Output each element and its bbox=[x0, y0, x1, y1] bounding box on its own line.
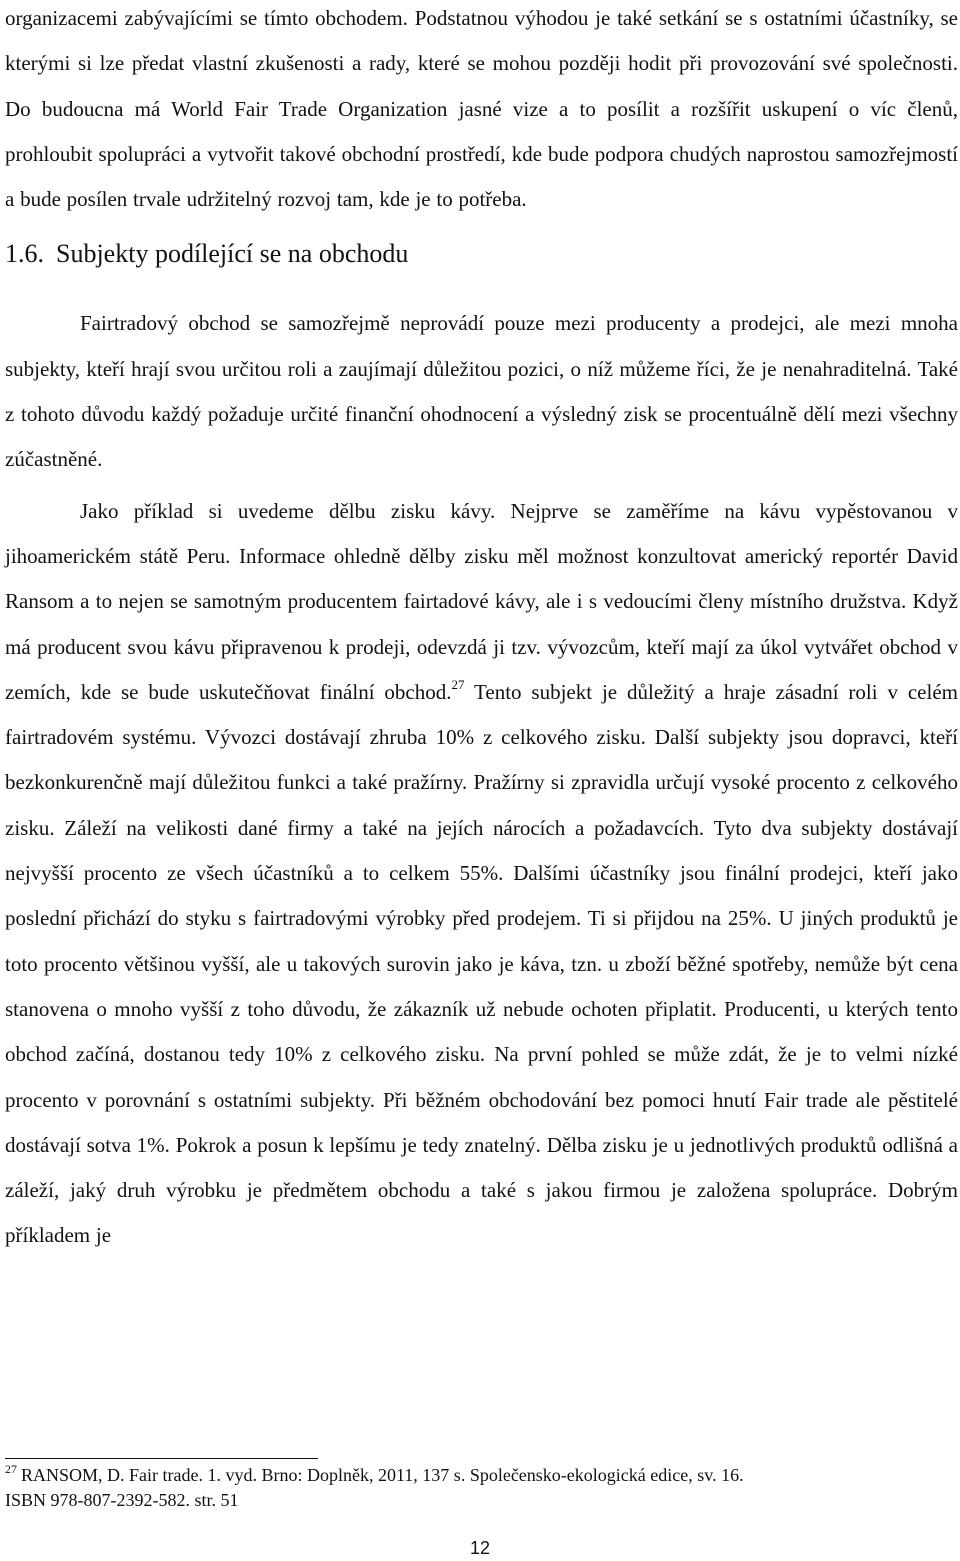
section-title: Subjekty podílející se na obchodu bbox=[56, 239, 409, 269]
footnote-isbn: ISBN 978-807-2392-582. str. 51 bbox=[5, 1490, 239, 1510]
paragraph-text-part-1: Jako příklad si uvedeme dělbu zisku kávy. Nejprve se zaměříme na kávu vypěstovanou v jihoamerickém státě Peru. Informace ohledně dělby zisku měl možnost konzultovat americký reportér David Ransom a to nejen se samotným producentem fairtadové kávy, ale i s vedoucími členy místního družstva. Když má producent svou kávu připravenou k prodeji, odevzdá ji tzv. vývozcům, kteří mají za úkol vytvářet obchod v zemích, kde se bude uskutečňovat finální obchod. bbox=[5, 498, 958, 704]
footnote-separator bbox=[5, 1458, 318, 1459]
section-number: 1.6. bbox=[5, 239, 44, 269]
page-number: 12 bbox=[469, 1538, 491, 1558]
paragraph-profit-division bbox=[5, 489, 958, 1259]
paragraph-fairtrade-subjects: Fairtradový obchod se samozřejmě neprovádí pouze mezi producenty a prodejci, ale mezi mnoha subjekty, kteří hrají svou určitou roli a zaujímají důležitou pozici, o níž můžeme říci, že je nenahraditelná. Také z tohoto důvodu každý požaduje určité finanční ohodnocení a výsledný zisk se procentuálně dělí mezi všechny zúčastněné. bbox=[5, 311, 958, 472]
footnote-marker: 27 bbox=[5, 1462, 17, 1476]
paragraph-text-part-2: Tento subjekt je důležitý a hraje zásadní roli v celém fairtradovém systému. Vývozci dostávají zhruba 10% z celkového zisku. Další subjekty jsou dopravci, kteří bezkonkurenčně mají důležitou funkci a také pražírny. Pražírny si zpravidla určují vysoké procento z celkového zisku. Záleží na velikosti dané firmy a také na jejích nárocích a požadavcích. Tyto dva subjekty dostávají nejvyšší procento ze všech účastníků a to celkem 55%. Dalšími účastníky jsou finální prodejci, kteří jako poslední přichází do styku s fairtradovými výrobky před prodejem. Ti si přijdou na 25%. U jiných produktů je toto procento většinou vyšší, ale u takových surovin jako je káva, tzn. u zboží běžné spotřeby, nemůže být cena stanovena o mnoho vyšší z toho důvodu, že zákazník už nebude ochoten připlatit. Producenti, u kterých tento obchod začíná, dostanou tedy 10% z celkového zisku. Na první pohled se může zdát, že je to velmi nízké procento v porovnání s ostatními subjekty. Při běžném obchodování bez pomoci hnutí Fair trade ale pěstitelé dostávají sotva 1%. Pokrok a posun k lepšímu je tedy znatelný. Dělba zisku je u jednotlivých produktů odlišná a záleží, jaký druh výrobku je předmětem obchodu a také s jakou firmou je založena spolupráce. Dobrým příkladem je bbox=[5, 679, 958, 1248]
footnote bbox=[5, 1463, 935, 1513]
footnote-reference[interactable]: 27 bbox=[451, 676, 465, 692]
footnote-citation: RANSOM, D. Fair trade. 1. vyd. Brno: Doplněk, 2011, 137 s. Společensko-ekologická edice, sv. 16. bbox=[21, 1465, 744, 1485]
document-page bbox=[5, 0, 958, 1259]
section-heading bbox=[5, 228, 958, 280]
paragraph-intro: organizacemi zabývajícími se tímto obchodem. Podstatnou výhodou je také setkání se s ostatními účastníky, se kterými si lze předat vlastní zkušenosti a rady, které se mohou později hodit při provozování své společnosti. Do budoucna má World Fair Trade Organization jasné vize a to posílit a rozšířit uskupení o víc členů, prohloubit spolupráci a vytvořit takové obchodní prostředí, kde bude podpora chudých naprostou samozřejmostí a bude posílen trvale udržitelný rozvoj tam, kde je to potřeba. bbox=[5, 6, 958, 212]
